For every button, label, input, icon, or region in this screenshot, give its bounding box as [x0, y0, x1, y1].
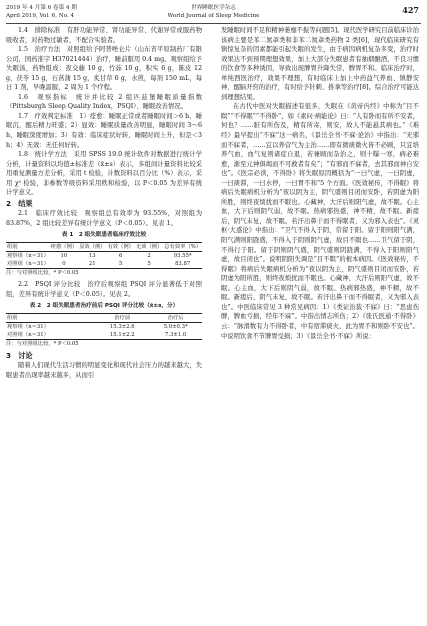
table-2-title: 表 2 2 组失眠患者治疗前后 PSQI 评分比较（x̄±s，分）: [29, 303, 179, 310]
table-cell: 对照组（n＝31）: [6, 331, 95, 340]
table-cell: 15.1±2.2: [95, 331, 149, 340]
table-header-cell: 治疗后: [149, 313, 202, 322]
table-cell: 对照组（n＝31）: [7, 261, 49, 268]
table-header-cell: 痊愈（例）: [50, 244, 78, 251]
table-row: [6, 322, 202, 331]
discussion-paragraph-1: 发睡眠时间不足和精神萎靡不振等问题[5]。现代医学研究目前临床诊治该病主要是苯二氮䓬类和非苯二氮䓬类药物 2 类[6]，现代临床研究有镇惊复杂的因素都能引起失眠的发生，由于病因病机复杂多变，治疗时效果达不到预期理想效果，加上大部分失眠患者有抽烟酗酒，不良习惯的饮食等多种诱因，导致出现脾胃升降失常，脾胃不和。临床治疗时，单纯西医治疗，效果不理想，有时临床上加上中药益气养血、镇静安神、醒脑开窍的治疗，有时给予针刺、推拿等治疗[8]。综合治疗可能达到理想结果。: [221, 27, 419, 101]
section-1-6-indicators: 1.6 观察指标 统计并比较 2 组匹兹堡睡眠质量指数（Pittsburgh Sleep Quality Index，PSQI）、睡眠改善情况。: [6, 93, 202, 111]
discussion-paragraph-2: 在古代中医对失眠描述有很多，失眠在《黄帝内经》中称为“目不瞑”“不得眠”“不得卧”，如《素问·病能论》曰：“人有卧而有所不安者，何也？……脏有所伤及，精有所寄，则安，故人不能悬其病也。”《难经》最早提出“不寐”这一病名，《景岳全书·不寐·论治》中指出：“无邪而不寐者，……宜以养营气为主治……即有微痰微火皆不必顾，只宜培养气血，血气复则诸症自退，若兼顾而杂治之，则十曝一寒，病必难愈，渐至元神俱竭而不可救者有矣”；“有邪而不寐者，去其邪而神自安也”。《医宗必读，不得卧》将失眠原因概括为“一曰气虚，一曰阴虚，一曰痰滞，一曰水停，一曰胃不和”5 个方面。《医效秘传，不得眠》将病后失眠病机分析为“夜以阴为主，阴气盛则目闭而安卧，若阴虚为阳所胜，则终夜烦扰而不眠也。心藏神，大汗后则阳气虚，故不眠。心主血，大下后则阴气弱，故不眠。热病邪热盛，神不精，故不眠。新瘥后，阴气未复，故不眠。若汗出鼻干而不得眠者，又为邪入表也”。《灵枢·大惑论》中指出：“卫气不得入于阴，常留于阳。留于阳则阳气满，阳气满则阳跷盛，不得入于阴则阴气虚，故目不瞑也……卫气留于阴，不得行于阳。留于阴则阴气盛，阴气盛则阴跷满，不得入于阳则阳气虚，故目闭也”。说明阴阳失调是“目不瞑”的根本病因。《医效秘传，不得眠》将病后失眠病机分析为“夜以阴为主，阴气盛则目闭而安卧，若阴虚为阳所胜，则终夜烦扰而不眠也。心藏神，大汗后则阳气虚，故不眠。心主血，大下后则阴气弱，故不眠。热病邪热盛，神不精，故不眠。新瘥后，阴气未复，故不眠。若汗出鼻干而不得眠者，又为邪入表也”。中医临床常见 3 种常见病因：1）《类证治裁·不寐》曰：“思虑伤脾，脾血亏损，经年不寐”。中指出情志所伤；2）《张氏医通·不得卧》云：“脉滑数有力不得卧者，中有宿滞痰火，此为胃不和则卧不安也”。中说明饮食不节脾胃受损；3）《景岳全书·不寐》所说：: [221, 103, 419, 340]
table-1-title: 表 1 2 组失眠患者临床疗效比较: [61, 232, 147, 239]
section-3-heading: 3 讨论: [6, 350, 33, 360]
table-cell: 15.3±2.6: [109, 323, 135, 330]
table-cell: 7.3±1.0: [149, 331, 202, 340]
table-1-header-row: [6, 243, 202, 252]
table-header-cell: 总有效率（%）: [164, 244, 202, 251]
section-2-heading: 2 结果: [6, 198, 33, 208]
table-header-cell: 组别: [6, 313, 95, 322]
table-cell: 观察组（n＝31）: [7, 253, 49, 260]
journal-name: [6, 4, 421, 20]
table-row: [6, 331, 202, 340]
page-number: 427: [402, 5, 419, 15]
table-1-note: 注：与对照组比较，* P＜0.05: [6, 270, 79, 277]
right-column: [221, 26, 419, 624]
table-cell: 5: [135, 260, 163, 269]
table-header-cell: 显效（例）: [79, 244, 106, 251]
table-row: [6, 252, 202, 261]
table-cell: 93.55*: [173, 253, 192, 260]
page-header: [6, 3, 421, 24]
table-2-header-row: [6, 313, 202, 322]
issue-cn: 2019 年 4 月第 6 卷第 4 期: [6, 5, 77, 11]
section-1-8-statistics: 1.8 统计学方法 采用 SPSS 19.0 统计软件对数据进行统计学分析，计量资料以均值±标准差（x̄±s）表示，多组间计量资料比较采用重复测量方差分析，采用 t 检验，计数资料以百分比（%）表示，采用 χ² 检验，非参数等级资料采用秩和检验，以 P＜0.05 为差异有统计学意义。: [6, 151, 202, 197]
table-cell: 6: [119, 253, 123, 260]
table-cell: 10: [60, 253, 68, 260]
table-header-cell: 无效（例）: [135, 244, 163, 251]
table-cell: 21: [78, 260, 106, 269]
issue-en: April 2019, Vol. 6, No. 4: [6, 13, 75, 19]
left-column: [6, 26, 202, 624]
table-cell: 2: [147, 253, 151, 260]
table-2-note: 注：与对照组比较，* P＜0.05: [6, 340, 79, 347]
table-cell: 13: [88, 253, 96, 260]
table-header-cell: 有效（例）: [107, 244, 134, 251]
table-cell: 观察组（n＝31）: [7, 323, 49, 330]
table-header-cell: 治疗前: [95, 313, 149, 322]
table-row: [6, 260, 202, 269]
table-cell: 5.0±0.3*: [163, 323, 188, 330]
section-1-5-treatment: 1.5 治疗方法 对照组给予阿普唑仑片（山东省平原制药厂有限公司，国药准字 H37021444）治疗，睡前服用 0.4 mg。观察组给予失眠汤，药物组成：夜交藤 10 g，竹茹 10 g，积实 6 g，陈皮 12 g，茯苓 15 g，石菖蒲 15 g，炙甘草 6 g，水煎，每剂 150 mL，每日 1 剂，早晚温服，2 周为 1 个疗程。: [6, 46, 202, 92]
section-2-2-psqi: 2.2 PSQI 评分比较 治疗后观察组 PSQI 评分显著低于对照组，差异有统计学意义（P＜0.05）。见表 2。: [6, 281, 202, 298]
table-header-cell: 组别: [6, 243, 50, 252]
section-3-discussion: 随着人们现代生活习惯的明显变化和现代社会压力的越来越大，失眠患者出现率越来越多，从而引: [6, 362, 202, 379]
table-cell: 83.87: [163, 260, 202, 269]
table-cell: 0: [50, 260, 78, 269]
journal-name-en: World Journal of Sleep Medicine: [167, 13, 260, 19]
table-1: [6, 242, 202, 269]
section-1-7-criteria: 1.7 疗效判定标准 1）痊愈：睡眠正常或者睡眠时间＞6 h，睡眠沉，醒后精力旺盛；2）显效：睡眠质量改善明显，睡眠时间 3～6 h，睡眠深度增加；3）有效：临床症状好转，睡眠时间上升，但是＜3 h；4）无效：无任何好转。: [6, 112, 202, 149]
table-2: [6, 313, 202, 340]
journal-name-cn: 世界睡眠医学杂志: [191, 5, 236, 11]
section-2-1-efficacy: 2.1 临床疗效比较 观察组总有效率为 93.55%，对照组为 83.87%，2 组比较差异有统计学意义（P＜0.05）。见表 1。: [6, 210, 202, 227]
table-cell: 5: [106, 260, 134, 269]
section-1-4-exclusion: 1.4 排除标准 有肝功能异常、肾功能异常、代谢异常或服药物吸收者，对药物过敏者，不配合实验者。: [6, 27, 202, 44]
